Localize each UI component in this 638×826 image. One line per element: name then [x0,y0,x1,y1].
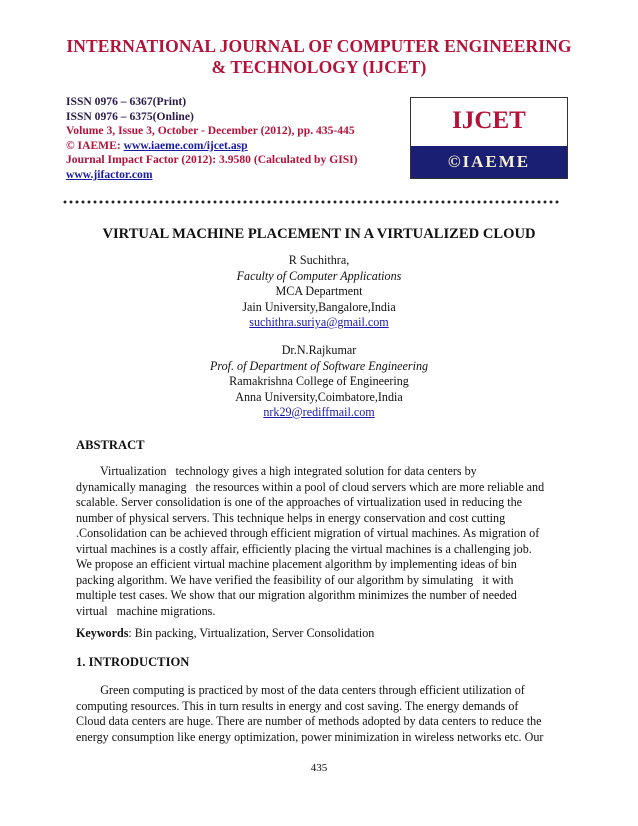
author-affiliation: Prof. of Department of Software Engineering [209,358,429,373]
journal-metadata [66,95,358,182]
author-block-2 [120,343,518,421]
impact-factor: Journal Impact Factor (2012): 3.9580 (Calculated by GISI) [66,153,358,166]
introduction-heading: 1. INTRODUCTION [76,655,190,669]
author-email-link[interactable]: suchithra.suriya@gmail.com [249,315,389,329]
ijcet-logo [410,97,568,179]
journal-title [40,36,598,78]
issn-online: ISSN 0976 – 6375(Online) [66,109,194,123]
abstract-line: virtual machine migrations. [76,603,216,618]
iaeme-line [66,139,358,154]
logo-iaeme-banner: ©IAEME [411,146,567,178]
paper-title: VIRTUAL MACHINE PLACEMENT IN A VIRTUALIZED CLOUD [102,226,536,242]
abstract-line: packing algorithm. We have verified the feasibility of our algorithm by simulating it with [76,572,514,587]
abstract-body [76,464,560,619]
keywords-text: : Bin packing, Virtualization, Server Consolidation [128,626,375,640]
abstract-line: virtual machines is a costly affair, efficiently placing the virtual machines is a challenging job. [76,541,532,556]
intro-line: energy consumption like energy optimization, power minimization in wireless networks etc. Our [76,729,544,744]
author-block-1 [120,253,518,331]
author-email-link[interactable]: nrk29@rediffmail.com [263,405,375,419]
author-name: Dr.N.Rajkumar [281,343,357,357]
abstract-line: multiple test cases. We show that our migration algorithm minimizes the number of needed [76,588,517,602]
abstract-line: We propose an efficient virtual machine placement algorithm by implementing ideas of bin [76,557,517,571]
page-number: 435 [310,762,328,774]
abstract-heading: ABSTRACT [76,438,145,452]
iaeme-prefix: © IAEME: [66,138,124,152]
journal-title-line-2: & TECHNOLOGY (IJCET) [211,57,427,77]
author-name: R Suchithra, [288,253,350,267]
issn-print: ISSN 0976 – 6367(Print) [66,95,187,108]
dotted-divider [62,198,560,206]
abstract-line: dynamically managing the resources within a pool of cloud servers which are more reliable and [76,479,545,494]
author-affiliation: Faculty of Computer Applications [236,268,402,283]
intro-line: computing resources. This in turn results in energy and cost saving. The energy demands of [76,698,519,713]
author-institution: Anna University,Coimbatore,India [235,389,403,404]
abstract-line: .Consolidation can be achieved through efficient migration of virtual machines. As migration of [76,526,540,540]
intro-line: Cloud data centers are huge. There are number of methods adopted by data centers to reduce the [76,714,542,728]
jifactor-link[interactable]: www.jifactor.com [66,167,153,181]
author-department: MCA Department [275,284,363,298]
keywords-line [76,626,374,641]
intro-line: Green computing is practiced by most of the data centers through efficient utilization of [76,683,525,697]
volume-info: Volume 3, Issue 3, October - December (2012), pp. 435-445 [66,124,355,137]
introduction-body [76,683,560,745]
abstract-line: number of physical servers. This technique helps in energy conservation and cost cutting [76,510,506,525]
logo-ijcet-text: IJCET [452,107,526,134]
journal-title-line-1: INTERNATIONAL JOURNAL OF COMPUTER ENGINEERING [66,36,572,56]
abstract-line: scalable. Server consolidation is one of the approaches of virtualization used in reducing the [76,495,522,509]
abstract-line: Virtualization technology gives a high integrated solution for data centers by [76,464,477,478]
keywords-label: Keywords [76,626,129,640]
author-institution: Jain University,Bangalore,India [242,299,396,314]
author-department: Ramakrishna College of Engineering [229,374,409,388]
iaeme-link[interactable]: www.iaeme.com/ijcet.asp [123,138,248,152]
